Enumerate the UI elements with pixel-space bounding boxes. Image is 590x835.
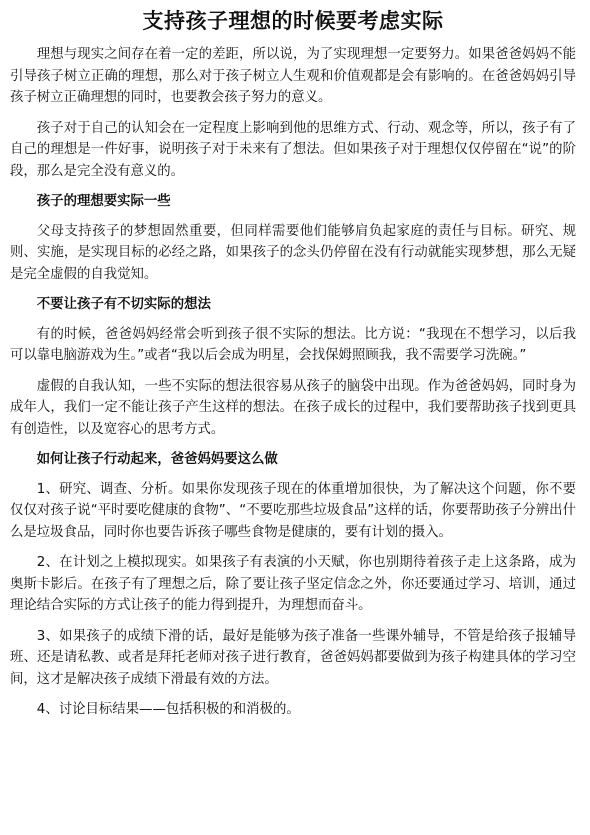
section-heading-action: 如何让孩子行动起来，爸爸妈妈要这么做 [36,452,278,467]
paragraph-examples: 有的时候，爸爸妈妈经常会听到孩子很不实际的想法。比方说：“我现在不想学习，以后我可以靠电脑游戏为生。”或者“我以后会成为明星，会找保姆照顾我，我不需要学习洗碗。” [10,326,576,363]
paragraph-false-awareness: 虚假的自我认知，一些不实际的想法很容易从孩子的脑袋中出现。作为爸爸妈妈，同时身为成年人，我们一定不能让孩子产生这样的想法。在孩子成长的过程中，我们要帮助孩子找到更具有创造性，以及宽容心的思考方式。 [10,378,576,437]
paragraph-self-awareness: 孩子对于自己的认知会在一定程度上影响到他的思维方式、行动、观念等，所以，孩子有了自己的理想是一件好事，说明孩子对于未来有了想法。但如果孩子对于理想仅仅停留在“说”的阶段，那么是完全没有意义的。 [10,120,576,179]
paragraph-step-1: 1、研究、调查、分析。如果你发现孩子现在的体重增加很快，为了解决这个问题，你不要仅仅对孩子说“平时要吃健康的食物”、“不要吃那些垃圾食品”这样的话，你要帮助孩子分辨出什么是垃圾食品，同时你也要告诉孩子哪些食物是健康的，要有计划的摄入。 [10,481,576,540]
paragraph-parent-support: 父母支持孩子的梦想固然重要，但同样需要他们能够肩负起家庭的责任与目标。研究、规则、实施，是实现目标的必经之路，如果孩子的念头仍停留在没有行动就能实现梦想，那么无疑是完全虚假的自我觉知。 [10,223,576,282]
paragraph-step-3: 3、如果孩子的成绩下滑的话，最好是能够为孩子准备一些课外辅导，不管是给孩子报辅导班、还是请私教、或者是拜托老师对孩子进行教育，爸爸妈妈都要做到为孩子构建具体的学习空间，这才是解决孩子成绩下滑最有效的方法。 [10,628,576,687]
section-heading-unrealistic: 不要让孩子有不切实际的想法 [36,297,211,312]
paragraph-step-2: 2、在计划之上模拟现实。如果孩子有表演的小天赋，你也别期待着孩子走上这条路，成为奥斯卡影后。在孩子有了理想之后，除了要让孩子坚定信念之外，你还要通过学习、培训，通过理论结合实际的方式让孩子的能力得到提升，为理想而奋斗。 [10,555,576,613]
section-heading-realistic: 孩子的理想要实际一些 [36,194,171,209]
paragraph-intro: 理想与现实之间存在着一定的差距，所以说，为了实现理想一定要努力。如果爸爸妈妈不能引导孩子树立正确的理想，那么对于孩子树立人生观和价值观都是会有影响的。在爸爸妈妈引导孩子树立正确理想的同时，也要教会孩子努力的意义。 [10,47,576,105]
paragraph-step-4: 4、讨论目标结果——包括积极的和消极的。 [36,702,300,717]
article-title: 支持孩子理想的时候要考虑实际 [142,9,444,33]
